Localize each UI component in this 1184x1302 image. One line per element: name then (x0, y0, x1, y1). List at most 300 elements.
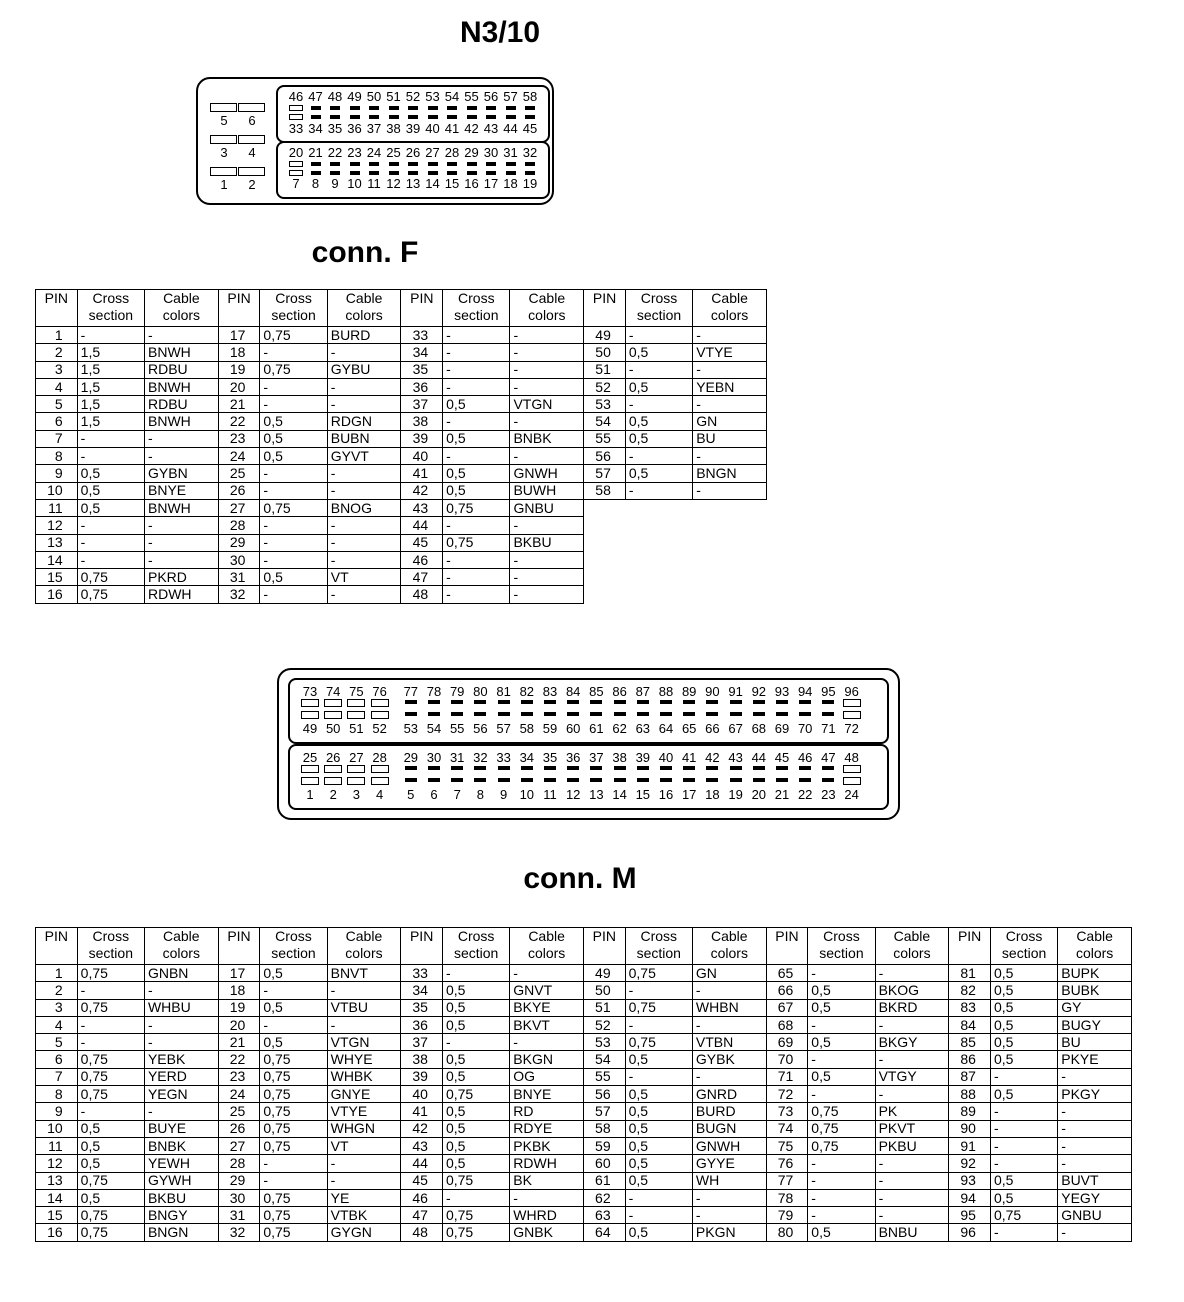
cable-color-cell: - (327, 378, 401, 395)
pin-label: 39 (405, 121, 421, 136)
pin-label: 72 (844, 721, 859, 736)
cable-color-cell: - (1058, 1103, 1132, 1120)
pin-contact (521, 778, 533, 782)
pin-cell: 6 (36, 1051, 78, 1068)
pin-label: 27 (349, 750, 364, 765)
pin-label: 44 (751, 750, 767, 765)
pin-cell: 31 (218, 1207, 260, 1224)
pin-label: 45 (774, 750, 790, 765)
cable-color-cell: YERD (144, 1068, 218, 1085)
header-cross-line2: section (636, 307, 682, 323)
header-pin: PIN (36, 928, 78, 965)
pin-label: 7 (453, 787, 461, 802)
pin-label: 42 (464, 121, 479, 136)
cable-color-cell: - (145, 534, 219, 551)
header-cable-colors (1058, 928, 1132, 965)
cross-section-cell: 0,5 (443, 430, 510, 447)
pin-label: 46 (797, 750, 813, 765)
pin-cell: 47 (401, 569, 443, 586)
pin-label: 9 (331, 176, 339, 191)
cable-color-cell: BUYE (144, 1120, 218, 1137)
pin-label: 10 (519, 787, 535, 802)
pin-cell: 59 (583, 1137, 625, 1154)
header-cable-colors (144, 928, 218, 965)
pin-contact (590, 712, 602, 716)
cable-color-cell: - (692, 1207, 766, 1224)
pin-contact (451, 778, 463, 782)
pin-label: 41 (681, 750, 697, 765)
cross-section-cell: 0,5 (442, 999, 509, 1016)
header-pin: PIN (401, 290, 443, 327)
cross-section-cell: - (990, 1068, 1057, 1085)
pin-contact (350, 115, 360, 119)
cross-section-cell: 0,5 (77, 1189, 144, 1206)
pin-label: 68 (751, 721, 767, 736)
cable-color-cell: GYVT (327, 448, 401, 465)
cross-section-cell: - (443, 448, 510, 465)
cross-section-cell: 0,75 (77, 1224, 144, 1241)
cross-section-cell: 0,5 (625, 1224, 692, 1241)
table-row (36, 965, 1132, 982)
header-cable-line2: colors (528, 307, 566, 323)
cable-color-cell: RDBU (145, 361, 219, 378)
pin-cell: 62 (583, 1189, 625, 1206)
header-pin: PIN (583, 928, 625, 965)
conn-m-title: conn. M (523, 862, 637, 895)
pin-cell: 30 (218, 1189, 260, 1206)
pin-cell: 77 (766, 1172, 808, 1189)
cable-color-cell: BNYE (145, 482, 219, 499)
cross-section-cell: - (443, 344, 510, 361)
pin-cell: 35 (401, 361, 443, 378)
pin-cell: 51 (584, 361, 626, 378)
cable-color-cell: PKGN (692, 1224, 766, 1241)
pin-cell: 57 (584, 465, 626, 482)
cross-section-cell: - (442, 1189, 509, 1206)
pin-cell: 81 (949, 965, 991, 982)
cross-section-cell: - (77, 551, 144, 568)
pin-contact (289, 114, 303, 120)
cable-color-cell: - (1058, 1155, 1132, 1172)
pin-label: 35 (327, 121, 343, 136)
table-row (36, 482, 767, 499)
pin-cell: 57 (583, 1103, 625, 1120)
pin-label: 83 (542, 684, 558, 699)
cable-color-cell: OG (510, 1068, 584, 1085)
pin-contact (447, 162, 457, 166)
pin-contact (389, 115, 399, 119)
empty-cell (625, 551, 692, 568)
pin-label: 53 (425, 89, 440, 104)
pin-label: 36 (565, 750, 581, 765)
pin-contact (428, 766, 440, 770)
header-cross-section (808, 928, 875, 965)
pin-contact (843, 711, 861, 719)
cross-section-cell: - (808, 1155, 875, 1172)
cable-color-cell: YEGN (144, 1086, 218, 1103)
pin-label: 58 (519, 721, 535, 736)
cross-section-cell: - (808, 1086, 875, 1103)
table-row (36, 378, 767, 395)
pin-label: 3 (220, 145, 228, 160)
cable-color-cell: BNWH (145, 344, 219, 361)
cross-section-cell: 0,5 (990, 999, 1057, 1016)
cross-section-cell: 0,5 (625, 413, 692, 430)
cable-color-cell: - (327, 482, 401, 499)
pin-contact (706, 712, 718, 716)
pin-label: 35 (542, 750, 558, 765)
header-pin: PIN (766, 928, 808, 965)
cable-color-cell: - (693, 482, 767, 499)
header-cross-line1: Cross (457, 928, 495, 944)
pin-label: 64 (658, 721, 674, 736)
pin-label: 87 (635, 684, 651, 699)
cross-section-cell: - (990, 1155, 1057, 1172)
pin-contact (637, 778, 649, 782)
pin-contact (567, 712, 579, 716)
pin-cell: 91 (949, 1137, 991, 1154)
cable-color-cell: GY (1058, 999, 1132, 1016)
pin-contact (369, 162, 379, 166)
table-row (36, 1103, 1132, 1120)
table-row (36, 1207, 1132, 1224)
pin-label: 69 (774, 721, 790, 736)
pin-cell: 1 (36, 327, 78, 344)
pin-label: 12 (565, 787, 581, 802)
cable-color-cell: GNWH (692, 1137, 766, 1154)
cross-section-cell: 0,75 (260, 1051, 327, 1068)
cable-color-cell: BUVT (1058, 1172, 1132, 1189)
cable-color-cell: - (510, 517, 584, 534)
pin-contact (590, 766, 602, 770)
table-row (36, 1016, 1132, 1033)
header-cable-line2: colors (162, 307, 201, 323)
cable-color-cell: YEBN (693, 378, 767, 395)
pin-label: 19 (522, 176, 538, 191)
pin-contact (428, 778, 440, 782)
header-cable-line1: Cable (345, 290, 383, 306)
table-row (36, 361, 767, 378)
header-cable-line1: Cable (528, 290, 566, 306)
cable-color-cell: VTBU (327, 999, 401, 1016)
cross-section-cell: 0,75 (625, 1034, 692, 1051)
header-cable-line1: Cable (528, 928, 565, 944)
pin-cell: 21 (218, 1034, 260, 1051)
pin-contact (451, 712, 463, 716)
pin-label: 52 (405, 89, 421, 104)
cable-color-cell: GYGN (327, 1224, 401, 1241)
header-cable-line2: colors (162, 945, 200, 961)
pin-contact (347, 765, 365, 773)
cross-section-cell: 0,5 (260, 1034, 327, 1051)
conn-m-table (35, 927, 1132, 1242)
cable-color-cell: - (693, 361, 767, 378)
pin-contact (428, 115, 438, 119)
pin-label: 52 (372, 721, 387, 736)
cross-section-cell: - (260, 465, 327, 482)
table-row (36, 534, 767, 551)
pin-cell: 16 (36, 586, 78, 603)
pin-cell: 43 (401, 1137, 443, 1154)
pin-contact (683, 778, 695, 782)
pin-cell: 44 (401, 1155, 443, 1172)
cable-color-cell: GNRD (692, 1086, 766, 1103)
pin-contact (799, 712, 811, 716)
cable-color-cell: PKVT (875, 1120, 949, 1137)
pin-label: 48 (327, 89, 343, 104)
pin-label: 36 (347, 121, 362, 136)
cable-color-cell: RDBU (145, 396, 219, 413)
cross-section-cell: 0,5 (77, 1155, 144, 1172)
pin-label: 2 (248, 177, 256, 192)
cross-section-cell: 0,5 (260, 999, 327, 1016)
table-row (36, 569, 767, 586)
pin-contact (822, 712, 834, 716)
header-cable-colors (327, 928, 401, 965)
page-title: N3/10 (459, 16, 541, 49)
pin-cell: 94 (949, 1189, 991, 1206)
pin-label: 14 (425, 176, 440, 191)
cross-section-cell: 0,75 (77, 1051, 144, 1068)
cable-color-cell: WHRD (510, 1207, 584, 1224)
pin-label: 37 (366, 121, 382, 136)
pin-cell: 17 (218, 327, 260, 344)
pin-label: 25 (386, 145, 401, 160)
pin-cell: 27 (218, 499, 260, 516)
table-row (36, 999, 1132, 1016)
pin-contact (753, 766, 765, 770)
pin-contact (451, 766, 463, 770)
pin-contact (371, 765, 389, 773)
cable-color-cell: - (510, 448, 584, 465)
cable-color-cell: BUPK (1058, 965, 1132, 982)
cross-section-cell: 0,5 (77, 465, 144, 482)
header-cross-section (990, 928, 1057, 965)
pin-cell: 95 (949, 1207, 991, 1224)
empty-cell (584, 499, 626, 516)
cable-color-cell: BNWH (145, 499, 219, 516)
pin-label: 59 (542, 721, 558, 736)
cable-color-cell: - (693, 327, 767, 344)
cross-section-cell: 0,75 (442, 1086, 509, 1103)
pin-cell: 44 (401, 517, 443, 534)
pin-contact (521, 766, 533, 770)
table-row (36, 1120, 1132, 1137)
pin-contact (301, 699, 319, 707)
pin-contact (730, 712, 742, 716)
pin-cell: 93 (949, 1172, 991, 1189)
pin-label: 55 (449, 721, 465, 736)
pin-contact (330, 162, 340, 166)
pin-label: 61 (589, 721, 604, 736)
pin-label: 54 (444, 89, 460, 104)
pin-contact (371, 777, 389, 785)
table-row (36, 982, 1132, 999)
pin-contact (301, 711, 319, 719)
cross-section-cell: - (77, 1103, 144, 1120)
table-row (36, 586, 767, 603)
pin-contact (776, 712, 788, 716)
header-cable-colors (510, 290, 584, 327)
pin-cell: 24 (218, 448, 260, 465)
pin-label: 37 (589, 750, 604, 765)
pin-cell: 45 (401, 534, 443, 551)
cross-section-cell: 0,5 (77, 499, 144, 516)
header-cross-line2: section (271, 945, 316, 961)
pin-contact (408, 106, 418, 110)
pin-cell: 4 (36, 378, 78, 395)
pin-label: 26 (325, 750, 341, 765)
cable-color-cell: - (327, 586, 401, 603)
cross-section-cell: 1,5 (77, 413, 144, 430)
cable-color-cell: YE (327, 1189, 401, 1206)
pin-cell: 19 (218, 361, 260, 378)
pin-contact (843, 777, 861, 785)
pin-label: 1 (220, 177, 228, 192)
pin-contact (590, 778, 602, 782)
cable-color-cell: RD (510, 1103, 584, 1120)
pin-contact (347, 699, 365, 707)
pin-label: 6 (430, 787, 438, 802)
pin-cell: 92 (949, 1155, 991, 1172)
empty-cell (693, 586, 767, 603)
pin-cell: 33 (401, 965, 443, 982)
pin-label: 32 (522, 145, 538, 160)
pin-label: 84 (565, 684, 581, 699)
cross-section-cell: - (808, 1051, 875, 1068)
table-row (36, 1224, 1132, 1241)
cable-color-cell: - (510, 327, 584, 344)
cable-color-cell: YEBK (144, 1051, 218, 1068)
cable-color-cell: - (327, 534, 401, 551)
pin-label: 29 (464, 145, 479, 160)
pin-cell: 6 (36, 413, 78, 430)
cable-color-cell: WHBU (144, 999, 218, 1016)
header-cable-colors (327, 290, 401, 327)
pin-cell: 50 (584, 344, 626, 361)
cable-color-cell: VT (327, 1137, 401, 1154)
empty-cell (584, 534, 626, 551)
pin-contact (614, 766, 626, 770)
pin-cell: 7 (36, 430, 78, 447)
cable-color-cell: BNVT (327, 965, 401, 982)
header-cable-line2: colors (345, 307, 383, 323)
empty-cell (693, 551, 767, 568)
header-cable-line2: colors (527, 945, 566, 961)
pin-contact (525, 171, 535, 175)
cable-color-cell: BKOG (875, 982, 949, 999)
cross-section-cell: 0,75 (260, 499, 327, 516)
cross-section-cell: - (260, 378, 327, 395)
pin-contact (324, 699, 342, 707)
cross-section-cell: 0,5 (625, 1172, 692, 1189)
pin-contact (776, 778, 788, 782)
pin-cell: 96 (949, 1224, 991, 1241)
pin-cell: 23 (218, 1068, 260, 1085)
cable-color-cell: GNBU (1058, 1207, 1132, 1224)
conn-f-diagram (196, 77, 554, 205)
pin-label: 16 (658, 787, 674, 802)
pin-label: 7 (292, 176, 300, 191)
header-cross-line2: section (88, 945, 133, 961)
cross-section-cell: 0,75 (77, 1207, 144, 1224)
cross-section-cell: 0,75 (77, 586, 144, 603)
pin-label: 30 (483, 145, 499, 160)
pin-contact (637, 766, 649, 770)
pin-contact (567, 778, 579, 782)
pin-label: 23 (821, 787, 836, 802)
pin-label: 63 (635, 721, 651, 736)
pin-cell: 18 (218, 344, 260, 361)
cross-section-cell: 0,75 (260, 1207, 327, 1224)
pin-contact (660, 700, 672, 704)
pin-label: 33 (496, 750, 511, 765)
pin-cell: 26 (218, 482, 260, 499)
pin-contact (525, 106, 535, 110)
cross-section-cell: 0,5 (990, 1016, 1057, 1033)
cable-color-cell: - (692, 1189, 766, 1206)
pin-cell: 53 (583, 1034, 625, 1051)
cross-section-cell: 0,5 (990, 1172, 1057, 1189)
pin-contact (486, 115, 496, 119)
pin-contact (614, 700, 626, 704)
pin-cell: 22 (218, 413, 260, 430)
pin-contact (289, 161, 303, 167)
cross-section-cell: 0,75 (260, 361, 327, 378)
pin-label: 85 (589, 684, 604, 699)
empty-cell (693, 569, 767, 586)
cross-section-cell: 0,5 (808, 1224, 875, 1241)
pin-cell: 54 (583, 1051, 625, 1068)
header-cable-line2: colors (1075, 945, 1114, 961)
cross-section-cell: 0,75 (442, 1224, 509, 1241)
pin-label: 40 (658, 750, 674, 765)
cross-section-cell: 0,75 (77, 569, 144, 586)
pin-label: 24 (366, 145, 382, 160)
pin-contact (210, 167, 237, 176)
cross-section-cell: - (260, 1172, 327, 1189)
cross-section-cell: - (77, 1016, 144, 1033)
pin-cell: 72 (766, 1086, 808, 1103)
pin-cell: 42 (401, 482, 443, 499)
pin-contact (822, 700, 834, 704)
cross-section-cell: 0,5 (442, 1016, 509, 1033)
cable-color-cell: YEGY (1058, 1189, 1132, 1206)
pin-cell: 88 (949, 1086, 991, 1103)
cross-section-cell: - (808, 1189, 875, 1206)
cross-section-cell: 0,75 (77, 965, 144, 982)
pin-cell: 10 (36, 482, 78, 499)
pin-label: 22 (327, 145, 343, 160)
pin-contact (428, 106, 438, 110)
pin-label: 21 (774, 787, 790, 802)
cable-color-cell: YEWH (144, 1155, 218, 1172)
pin-label: 28 (372, 750, 387, 765)
cross-section-cell: 0,5 (260, 413, 327, 430)
pin-cell: 90 (949, 1120, 991, 1137)
cable-color-cell: BUGN (692, 1120, 766, 1137)
pin-contact (467, 115, 477, 119)
cross-section-cell: - (990, 1103, 1057, 1120)
empty-cell (625, 569, 692, 586)
cable-color-cell: - (875, 1172, 949, 1189)
pin-cell: 12 (36, 517, 78, 534)
pin-contact (467, 106, 477, 110)
cross-section-cell: 0,75 (77, 999, 144, 1016)
pin-contact (405, 700, 417, 704)
pin-contact (447, 171, 457, 175)
pin-label: 11 (543, 787, 557, 802)
